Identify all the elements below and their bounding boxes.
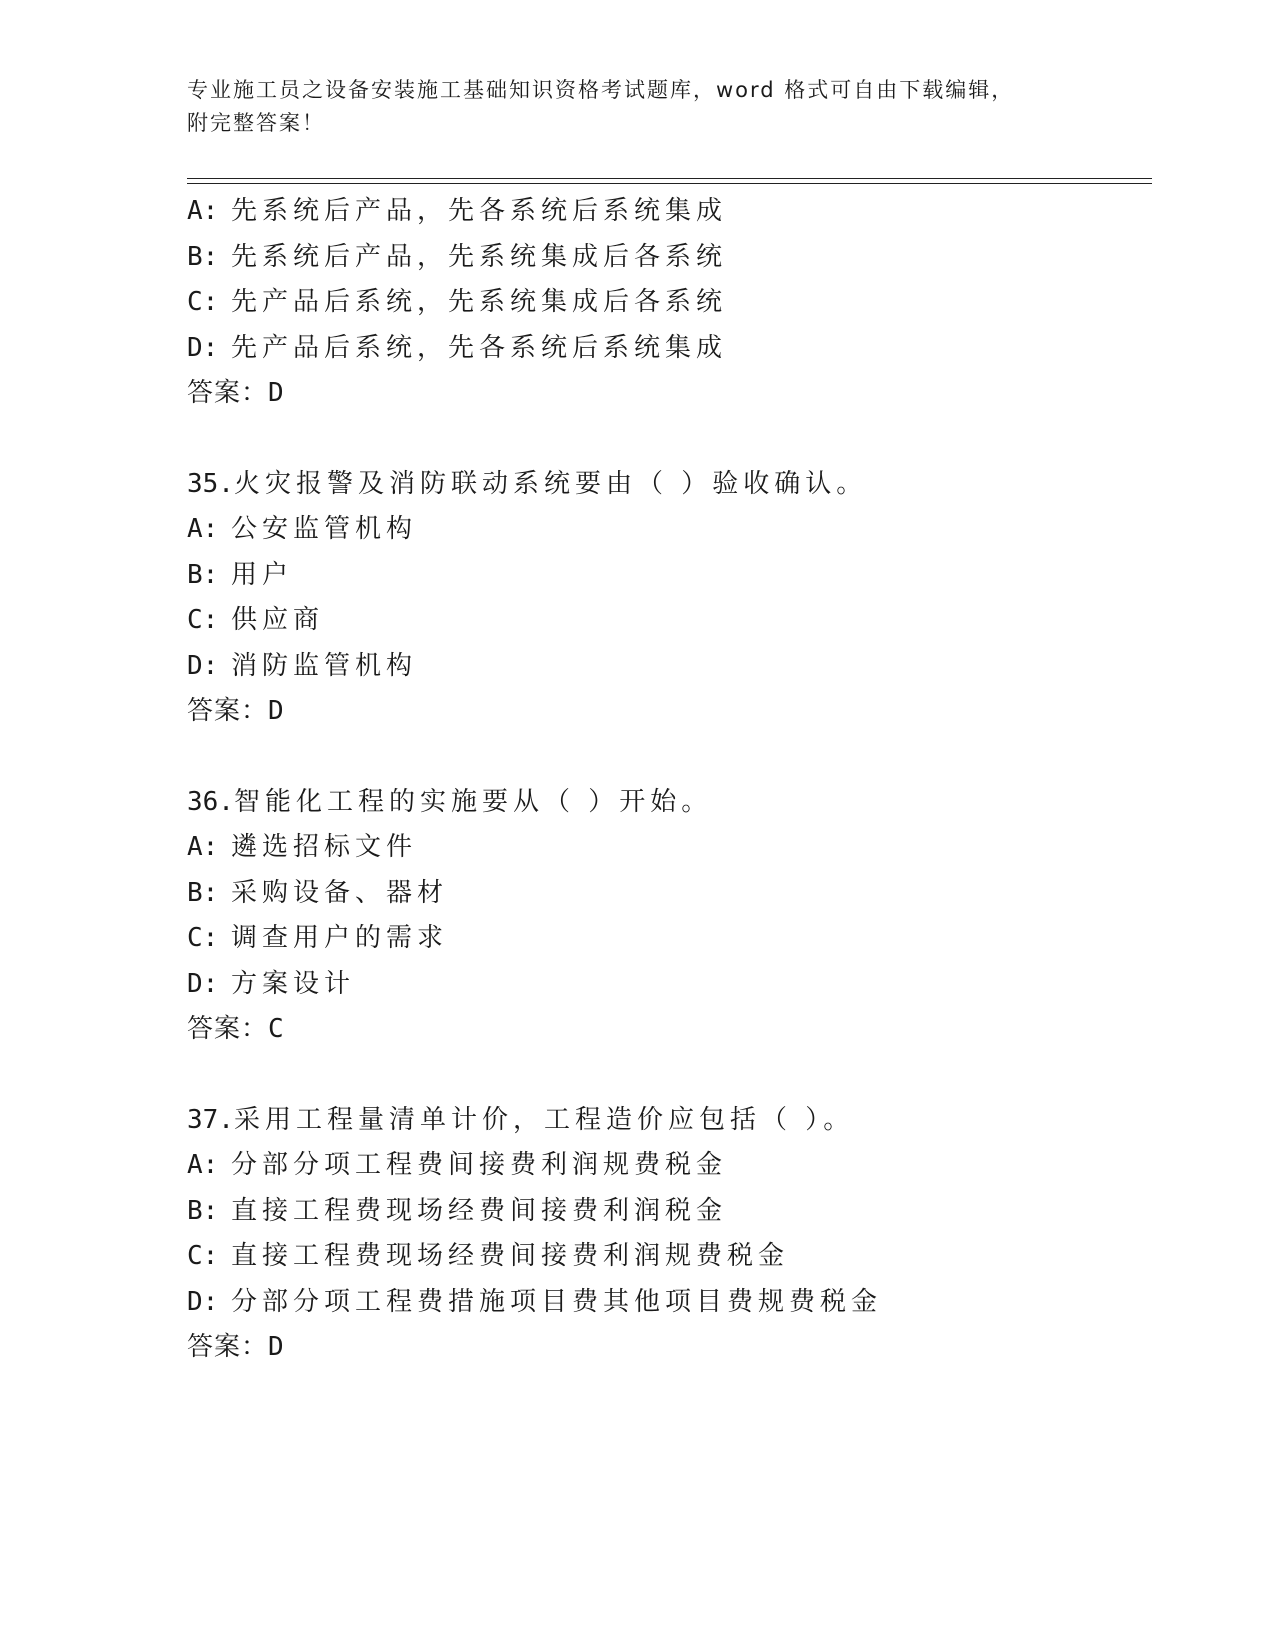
option-d [187, 962, 1147, 1008]
option-a [187, 825, 1147, 871]
question-stem [187, 462, 1147, 508]
answer-label: 答案： [187, 696, 269, 726]
spacer [187, 735, 1147, 780]
document-header [187, 74, 1087, 140]
option-text: 调查用户的需求 [231, 923, 449, 953]
option-text: 先系统后产品，先各系统后系统集成 [231, 196, 728, 226]
option-c [187, 598, 1147, 644]
option-text: 分部分项工程费间接费利润规费税金 [231, 1150, 728, 1180]
question-number: 37. [187, 1104, 234, 1135]
header-line-1: 专业施工员之设备安装施工基础知识资格考试题库，word 格式可自由下载编辑， [187, 78, 1015, 102]
option-label: B: [187, 877, 219, 908]
option-text: 分部分项工程费措施项目费其他项目费规费税金 [231, 1286, 883, 1317]
option-b [187, 235, 1147, 281]
option-a [187, 189, 1147, 235]
option-label: C: [187, 1241, 219, 1271]
option-text: 采购设备、器材 [231, 877, 449, 908]
option-label: A: [187, 196, 219, 226]
answer-value: D [268, 378, 285, 408]
option-c [187, 1234, 1147, 1280]
question-stem [187, 1098, 1147, 1144]
option-label: A: [187, 1150, 219, 1180]
option-label: C: [187, 287, 219, 317]
answer-line [187, 1007, 1147, 1053]
question-number: 36. [187, 786, 234, 817]
answer-value: D [268, 696, 285, 726]
option-text: 公安监管机构 [231, 514, 418, 544]
question-block-37 [187, 1098, 1147, 1371]
option-d [187, 1280, 1147, 1326]
header-line-2: 附完整答案！ [187, 111, 325, 135]
answer-label: 答案： [187, 1014, 269, 1044]
option-text: 供应商 [231, 605, 325, 635]
answer-label: 答案： [187, 1332, 269, 1362]
option-text: 先产品后系统，先各系统后系统集成 [231, 332, 728, 363]
option-text: 用户 [231, 559, 294, 590]
option-a [187, 1143, 1147, 1189]
option-text: 直接工程费现场经费间接费利润税金 [231, 1195, 728, 1226]
spacer [187, 1053, 1147, 1098]
option-label: A: [187, 514, 219, 544]
option-label: B: [187, 559, 219, 590]
option-label: D: [187, 968, 219, 999]
option-label: D: [187, 650, 219, 681]
answer-line [187, 1325, 1147, 1371]
question-stem [187, 780, 1147, 826]
answer-value: D [268, 1332, 285, 1362]
question-block-36 [187, 780, 1147, 1053]
option-label: A: [187, 832, 219, 862]
question-text: 智能化工程的实施要从（ ）开始。 [233, 786, 713, 817]
option-text: 遴选招标文件 [231, 832, 418, 862]
answer-value: C [268, 1014, 285, 1044]
question-number: 35. [187, 468, 234, 499]
option-d [187, 644, 1147, 690]
option-label: D: [187, 332, 219, 363]
header-divider-top [187, 178, 1152, 179]
question-block-34 [187, 189, 1147, 417]
answer-line [187, 371, 1147, 417]
option-text: 先系统后产品，先系统集成后各系统 [231, 241, 728, 272]
option-label: B: [187, 1195, 219, 1226]
option-text: 直接工程费现场经费间接费利润规费税金 [231, 1241, 790, 1271]
option-text: 消防监管机构 [231, 650, 418, 681]
option-label: B: [187, 241, 219, 272]
option-label: D: [187, 1286, 219, 1317]
option-a [187, 507, 1147, 553]
question-text: 火灾报警及消防联动系统要由（ ）验收确认。 [233, 468, 868, 499]
option-b [187, 1189, 1147, 1235]
option-b [187, 871, 1147, 917]
option-text: 方案设计 [231, 968, 356, 999]
option-d [187, 326, 1147, 372]
question-block-35 [187, 462, 1147, 735]
spacer [187, 417, 1147, 462]
question-text: 采用工程量清单计价，工程造价应包括（ ）。 [233, 1104, 855, 1135]
option-text: 先产品后系统，先系统集成后各系统 [231, 287, 728, 317]
answer-line [187, 689, 1147, 735]
option-c [187, 916, 1147, 962]
answer-label: 答案： [187, 378, 269, 408]
option-label: C: [187, 923, 219, 953]
option-b [187, 553, 1147, 599]
option-label: C: [187, 605, 219, 635]
question-list [187, 189, 1147, 1371]
option-c [187, 280, 1147, 326]
header-divider-bottom [187, 183, 1152, 184]
